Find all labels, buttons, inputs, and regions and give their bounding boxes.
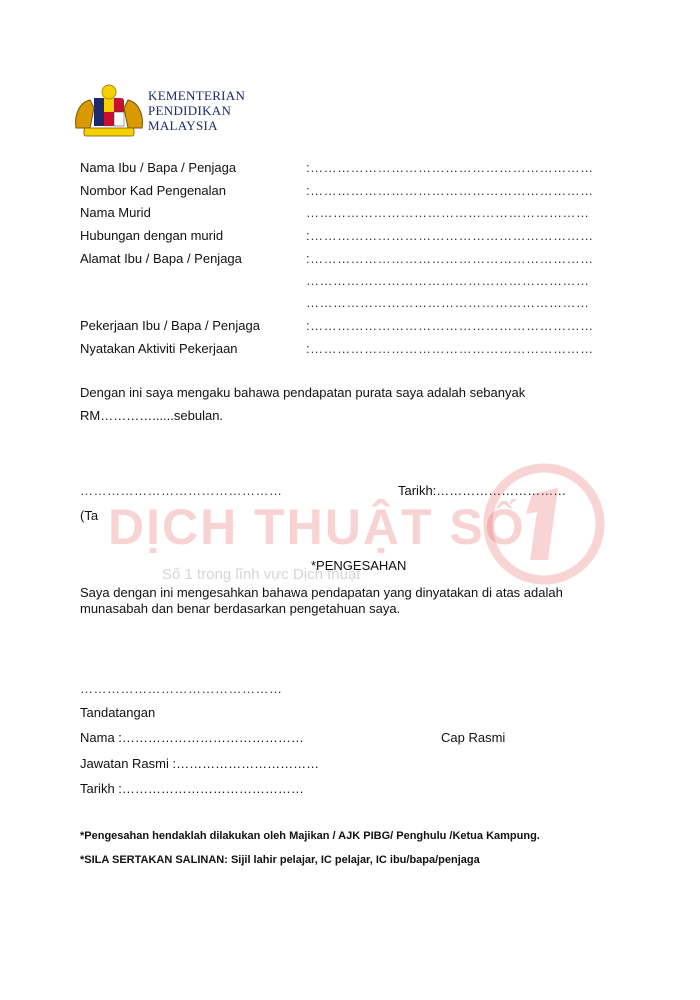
label-pekerjaan: Pekerjaan Ibu / Bapa / Penjaga [80,318,260,333]
note-salinan: *SILA SERTAKAN SALINAN: Sijil lahir pelajar, IC pelajar, IC ibu/bapa/penjaga [80,854,480,866]
label-aktiviti: Nyatakan Aktiviti Pekerjaan [80,341,238,356]
field-aktiviti[interactable]: :……………………………………………………… [306,341,594,356]
tarikh-field[interactable]: Tarikh :…………………………………… [80,781,304,796]
ministry-name-line3: MALAYSIA [148,118,218,133]
cap-rasmi-label: Cap Rasmi [441,730,506,745]
label-alamat: Alamat Ibu / Bapa / Penjaga [80,251,242,266]
jawatan-field[interactable]: Jawatan Rasmi :…………………………… [80,756,320,771]
field-nama-murid[interactable]: ……………………………………………………… [306,205,590,220]
ministry-crest-icon [72,84,146,140]
pengesahan-text1: Saya dengan ini mengesahkan bahawa pendapatan yang dinyatakan di atas adalah [80,585,563,600]
watermark-text: DỊCH THUẬT SỐ [108,499,526,555]
label-nama-murid: Nama Murid [80,205,151,220]
tarikh-line-parent[interactable]: Tarikh:………………………… [398,483,567,498]
signature-line-officer[interactable]: ……………………………………… [80,681,283,696]
field-hubungan[interactable]: :……………………………………………………… [306,228,594,243]
label-nama-penjaga: Nama Ibu / Bapa / Penjaga [80,160,237,175]
field-nama-penjaga[interactable]: :……………………………………………………… [306,160,594,175]
declaration-line2: RM…………......sebulan. [80,408,224,423]
field-pekerjaan[interactable]: :……………………………………………………… [306,318,594,333]
declaration-line1: Dengan ini saya mengaku bahawa pendapatan purata saya adalah sebanyak [80,385,526,400]
signature-line-parent[interactable]: ……………………………………… [80,483,283,498]
ministry-name-line1: KEMENTERIAN [148,88,246,103]
cut-label: (Ta [80,508,99,523]
pengesahan-title: *PENGESAHAN [311,558,407,573]
nama-field[interactable]: Nama :…………………………………… [80,730,304,745]
pengesahan-text2: munasabah dan benar berdasarkan pengetahuan saya. [80,601,401,616]
field-alamat-1[interactable]: :……………………………………………………… [306,251,594,266]
label-kad-pengenalan: Nombor Kad Pengenalan [80,183,226,198]
tandatangan-label: Tandatangan [80,705,156,720]
field-kad-pengenalan[interactable]: :……………………………………………………… [306,183,594,198]
label-hubungan: Hubungan dengan murid [80,228,224,243]
field-alamat-2[interactable]: ……………………………………………………… [306,273,590,288]
note-pengesahan: *Pengesahan hendaklah dilakukan oleh Majikan / AJK PIBG/ Penghulu /Ketua Kampung. [80,830,540,842]
watermark-logo-icon [482,462,606,586]
ministry-name-line2: PENDIDIKAN [148,103,232,118]
ministry-name [148,88,245,133]
field-alamat-3[interactable]: ……………………………………………………… [306,295,590,310]
watermark-subtitle: Số 1 trong lĩnh vực Dịch thuật [162,566,361,583]
